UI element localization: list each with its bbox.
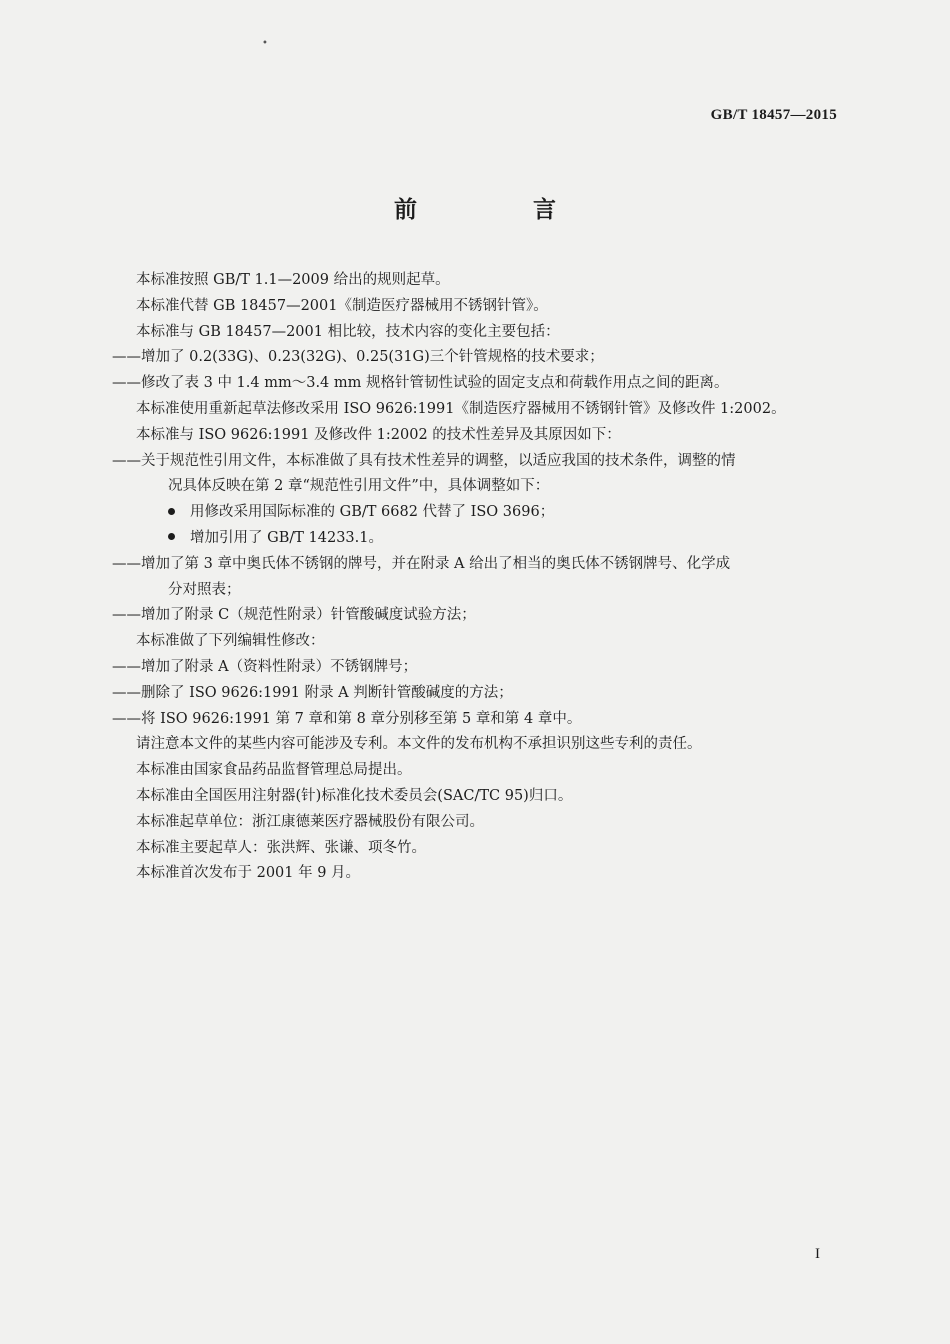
bullet-item: [112, 500, 847, 526]
standard-code: GB/T 18457—2015: [710, 107, 837, 123]
page-title: 前 言: [393, 196, 610, 223]
paragraph: 本标准做了下列编辑性修改：: [136, 633, 325, 650]
page-number: I: [815, 1246, 820, 1262]
paragraph: 本标准按照 GB/T 1.1—2009 给出的规则起草。: [136, 272, 450, 288]
paragraph: 本标准首次发布于 2001 年 9 月。: [136, 865, 361, 882]
bullet-item: [112, 526, 847, 552]
dash-item: ——增加了 0.2(33G)、0.23(32G)、0.25(31G)三个针管规格的技术要求；: [112, 349, 604, 366]
dash-item: ——增加了第 3 章中奥氏体不锈钢的牌号，并在附录 A 给出了相当的奥氏体不锈钢牌号、化学成: [112, 555, 731, 572]
dash-item-continuation: 分对照表；: [168, 581, 241, 598]
dash-item: ——将 ISO 9626:1991 第 7 章和第 8 章分别移至第 5 章和第 4 章中。: [112, 710, 582, 727]
paragraph: 本标准由全国医用注射器(针)标准化技术委员会(SAC/TC 95)归口。: [136, 787, 573, 804]
dash-item: ——修改了表 3 中 1.4 mm～3.4 mm 规格针管韧性试验的固定支点和荷载作用点之间的距离。: [112, 375, 729, 392]
bullet-icon: [168, 508, 175, 515]
paragraph: 本标准主要起草人：张洪辉、张谦、项冬竹。: [136, 839, 426, 856]
bullet-text: 增加引用了 GB/T 14233.1。: [190, 529, 383, 546]
dash-item: ——删除了 ISO 9626:1991 附录 A 判断针管酸碱度的方法；: [112, 684, 513, 701]
bullet-icon: [168, 533, 175, 540]
paragraph: 本标准起草单位：浙江康德莱医疗器械股份有限公司。: [136, 813, 484, 830]
paragraph: 本标准使用重新起草法修改采用 ISO 9626:1991《制造医疗器械用不锈钢针管》及修改件 1:2002。: [136, 400, 786, 417]
paragraph: 本标准代替 GB 18457—2001《制造医疗器械用不锈钢针管》。: [136, 297, 548, 314]
paragraph: 本标准由国家食品药品监督管理总局提出。: [136, 762, 412, 779]
dash-item: ——关于规范性引用文件，本标准做了具有技术性差异的调整，以适应我国的技术条件，调整的情: [112, 452, 736, 469]
foreword-body: [112, 268, 847, 887]
dash-item-continuation: 况具体反映在第 2 章“规范性引用文件”中，具体调整如下：: [168, 478, 550, 495]
dash-item: ——增加了附录 C（规范性附录）针管酸碱度试验方法；: [112, 607, 476, 624]
bullet-text: 用修改采用国际标准的 GB/T 6682 代替了 ISO 3696；: [190, 504, 555, 521]
scan-speck: •: [262, 38, 268, 49]
paragraph: 请注意本文件的某些内容可能涉及专利。本文件的发布机构不承担识别这些专利的责任。: [136, 736, 702, 753]
dash-item: ——增加了附录 A（资料性附录）不锈钢牌号；: [112, 658, 418, 675]
paragraph: 本标准与 ISO 9626:1991 及修改件 1:2002 的技术性差异及其原因如下：: [136, 426, 621, 443]
paragraph: 本标准与 GB 18457—2001 相比较，技术内容的变化主要包括：: [136, 323, 560, 340]
